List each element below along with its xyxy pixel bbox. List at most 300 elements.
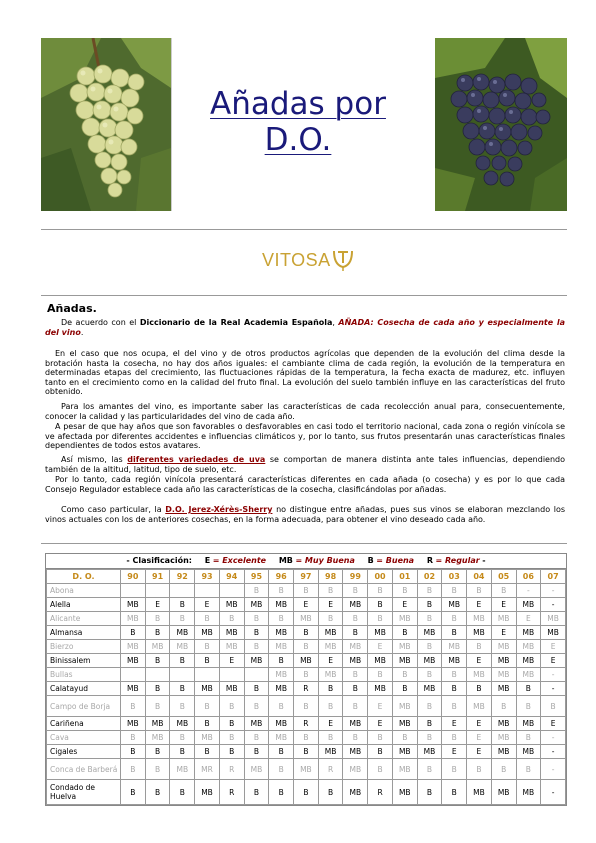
p5-text-a: Así mismo, las bbox=[61, 455, 123, 464]
rating-cell: MB bbox=[392, 612, 417, 626]
rating-cell: B bbox=[219, 612, 244, 626]
header-year: 92 bbox=[170, 570, 195, 584]
logo-text: VITOSA bbox=[262, 250, 331, 270]
rating-cell: B bbox=[170, 612, 195, 626]
do-name-cell: Alicante bbox=[47, 612, 121, 626]
rating-cell: B bbox=[392, 584, 417, 598]
grape-varieties-link[interactable]: diferentes variedades de uva bbox=[127, 455, 266, 464]
legend-mb-key: MB bbox=[278, 556, 293, 565]
rating-cell: E bbox=[491, 598, 516, 612]
legend-b-value: = Buena bbox=[376, 556, 415, 565]
rating-cell: MB bbox=[516, 640, 541, 654]
header-year: 90 bbox=[121, 570, 146, 584]
rating-cell: B bbox=[195, 745, 220, 759]
table-row bbox=[47, 612, 566, 626]
rating-cell: MB bbox=[516, 745, 541, 759]
rating-cell: E bbox=[195, 598, 220, 612]
do-name-cell: Condado de Huelva bbox=[47, 780, 121, 805]
table-row bbox=[47, 696, 566, 717]
rating-cell: B bbox=[442, 612, 467, 626]
do-name-cell: Campo de Borja bbox=[47, 696, 121, 717]
p1-dictionary: Diccionario de la Real Academia Española bbox=[139, 318, 333, 327]
rating-cell: B bbox=[170, 682, 195, 696]
rating-cell: MB bbox=[343, 598, 368, 612]
rating-cell: MR bbox=[195, 759, 220, 780]
rating-cell: B bbox=[269, 612, 294, 626]
paragraph-varieties bbox=[45, 455, 565, 474]
rating-cell: B bbox=[294, 640, 319, 654]
rating-cell: B bbox=[467, 584, 492, 598]
header-year: 01 bbox=[392, 570, 417, 584]
rating-cell: MB bbox=[219, 682, 244, 696]
rating-cell: MB bbox=[368, 682, 393, 696]
black-grapes-photo bbox=[435, 38, 565, 211]
rating-cell: MB bbox=[145, 640, 170, 654]
p7-text-a: Como caso particular, la bbox=[61, 505, 162, 514]
header-year: 05 bbox=[491, 570, 516, 584]
rating-cell: B bbox=[269, 584, 294, 598]
rating-cell: B bbox=[491, 696, 516, 717]
do-name-cell: Alella bbox=[47, 598, 121, 612]
page-title[interactable] bbox=[190, 86, 406, 158]
legend-e-key: E bbox=[204, 556, 211, 565]
rating-cell: B bbox=[244, 696, 269, 717]
rating-cell: E bbox=[467, 745, 492, 759]
rating-cell: B bbox=[318, 612, 343, 626]
rating-cell: B bbox=[318, 780, 343, 805]
table-row bbox=[47, 584, 566, 598]
rating-cell: MB bbox=[318, 640, 343, 654]
rating-cell: B bbox=[170, 696, 195, 717]
rating-cell: E bbox=[392, 598, 417, 612]
table-row bbox=[47, 682, 566, 696]
rating-cell: B bbox=[318, 584, 343, 598]
rating-cell bbox=[145, 668, 170, 682]
rating-cell: B bbox=[368, 668, 393, 682]
rating-cell: E bbox=[516, 612, 541, 626]
rating-cell: MB bbox=[269, 640, 294, 654]
rating-cell: MB bbox=[467, 780, 492, 805]
rating-cell: B bbox=[145, 612, 170, 626]
rating-cell: B bbox=[343, 612, 368, 626]
vintage-table bbox=[46, 569, 566, 805]
rating-cell: MB bbox=[195, 682, 220, 696]
header-year: 00 bbox=[368, 570, 393, 584]
rating-cell: B bbox=[269, 759, 294, 780]
rating-cell: B bbox=[417, 780, 442, 805]
do-name-cell: Cigales bbox=[47, 745, 121, 759]
rating-cell: MB bbox=[170, 640, 195, 654]
rating-cell: MB bbox=[195, 626, 220, 640]
rating-cell: MB bbox=[244, 598, 269, 612]
do-name-cell: Conca de Barberá bbox=[47, 759, 121, 780]
rating-cell: MB bbox=[318, 745, 343, 759]
rating-cell: B bbox=[467, 682, 492, 696]
paragraph-regions: A pesar de que hay años que son favorables o desfavorables en casi todo el territorio nacional, cada zona o región vinícola se ve afectada por diferentes accidentes e influencias climáticos y, por lo tanto, sus frutos presentarán unas características finales dependientes de todos estos avatares. bbox=[45, 422, 565, 451]
rating-cell: B bbox=[442, 682, 467, 696]
rating-cell: B bbox=[294, 584, 319, 598]
rating-cell: MB bbox=[442, 654, 467, 668]
rating-cell: MB bbox=[121, 640, 146, 654]
rating-cell: - bbox=[541, 759, 566, 780]
rating-cell: B bbox=[121, 759, 146, 780]
page-title-line1: Añadas por bbox=[210, 86, 386, 122]
rating-cell: MB bbox=[491, 612, 516, 626]
rating-cell: B bbox=[269, 654, 294, 668]
rating-cell: MB bbox=[491, 668, 516, 682]
rating-cell: MB bbox=[516, 598, 541, 612]
rating-cell: E bbox=[541, 654, 566, 668]
rating-cell: B bbox=[467, 759, 492, 780]
rating-cell: B bbox=[343, 696, 368, 717]
rating-cell: B bbox=[368, 745, 393, 759]
table-row bbox=[47, 745, 566, 759]
rating-cell: E bbox=[318, 717, 343, 731]
header-year: 06 bbox=[516, 570, 541, 584]
rating-cell: MB bbox=[343, 780, 368, 805]
rating-cell: B bbox=[195, 654, 220, 668]
rating-cell: B bbox=[269, 745, 294, 759]
rating-cell: E bbox=[467, 654, 492, 668]
rating-cell: E bbox=[368, 640, 393, 654]
rating-cell: MB bbox=[541, 626, 566, 640]
rating-cell: B bbox=[516, 759, 541, 780]
rating-cell: MB bbox=[121, 654, 146, 668]
rating-cell: - bbox=[541, 780, 566, 805]
rating-cell: B bbox=[417, 759, 442, 780]
rating-cell: B bbox=[318, 682, 343, 696]
rating-cell: - bbox=[516, 584, 541, 598]
rating-cell: MB bbox=[269, 717, 294, 731]
rating-cell: B bbox=[294, 731, 319, 745]
legend-suffix: - bbox=[482, 556, 486, 565]
rating-cell: MB bbox=[343, 759, 368, 780]
rating-cell bbox=[219, 668, 244, 682]
table-row bbox=[47, 717, 566, 731]
rating-cell: MB bbox=[417, 654, 442, 668]
rating-cell: B bbox=[318, 731, 343, 745]
rating-cell: MB bbox=[491, 682, 516, 696]
rating-cell: B bbox=[294, 745, 319, 759]
rating-cell: MB bbox=[491, 780, 516, 805]
rating-cell: MB bbox=[244, 759, 269, 780]
legend-r-key: R bbox=[426, 556, 433, 565]
rating-cell: MB bbox=[392, 696, 417, 717]
rating-cell: B bbox=[170, 731, 195, 745]
rating-cell: B bbox=[170, 745, 195, 759]
rating-cell: MB bbox=[442, 598, 467, 612]
rating-cell: MB bbox=[516, 780, 541, 805]
rating-cell: B bbox=[442, 780, 467, 805]
rating-cell: MB bbox=[219, 598, 244, 612]
table-row bbox=[47, 640, 566, 654]
rating-cell: MB bbox=[491, 731, 516, 745]
legend-b-key: B bbox=[367, 556, 374, 565]
rating-cell: B bbox=[195, 717, 220, 731]
rating-cell: B bbox=[392, 626, 417, 640]
rating-cell: B bbox=[417, 612, 442, 626]
rating-cell: B bbox=[417, 717, 442, 731]
p1-anada: AÑADA bbox=[338, 318, 371, 327]
rating-cell bbox=[121, 584, 146, 598]
do-name-cell: Bullas bbox=[47, 668, 121, 682]
rating-cell: MB bbox=[516, 668, 541, 682]
rating-cell: B bbox=[219, 717, 244, 731]
rating-cell bbox=[244, 668, 269, 682]
rating-cell: B bbox=[343, 682, 368, 696]
paragraph-consejo: Por lo tanto, cada región vinícola presentará características diferentes en cada añada (o cosecha) y es por lo que cada Consejo Regulador establece cada año las características de la cosecha, clasificándolas por añadas. bbox=[45, 475, 565, 494]
rating-cell: B bbox=[294, 626, 319, 640]
legend-e-value: = Excelente bbox=[212, 556, 267, 565]
rating-cell: MB bbox=[145, 717, 170, 731]
rating-cell: MB bbox=[294, 759, 319, 780]
header-year: 02 bbox=[417, 570, 442, 584]
rating-cell: B bbox=[417, 668, 442, 682]
legend-mb-value: = Muy Buena bbox=[295, 556, 355, 565]
rating-cell: E bbox=[318, 654, 343, 668]
rating-cell: B bbox=[170, 598, 195, 612]
rating-cell: MB bbox=[195, 731, 220, 745]
rating-cell: E bbox=[219, 654, 244, 668]
rating-cell: B bbox=[244, 731, 269, 745]
header-do: D. O. bbox=[47, 570, 121, 584]
rating-cell: B bbox=[170, 654, 195, 668]
rating-cell: E bbox=[467, 731, 492, 745]
header-year: 04 bbox=[467, 570, 492, 584]
rating-cell: B bbox=[145, 626, 170, 640]
paragraph-jerez bbox=[45, 505, 565, 524]
rating-cell: B bbox=[343, 584, 368, 598]
rating-cell: E bbox=[467, 598, 492, 612]
rating-cell: B bbox=[491, 759, 516, 780]
page-title-line2: D.O. bbox=[264, 122, 332, 158]
rating-cell: B bbox=[195, 612, 220, 626]
rating-cell: R bbox=[219, 780, 244, 805]
table-row bbox=[47, 668, 566, 682]
rating-cell: MB bbox=[121, 598, 146, 612]
rating-cell: MB bbox=[170, 759, 195, 780]
rating-cell: B bbox=[195, 640, 220, 654]
rating-cell: MB bbox=[269, 682, 294, 696]
rating-cell: B bbox=[244, 612, 269, 626]
rating-cell: MB bbox=[269, 598, 294, 612]
rating-cell: B bbox=[368, 584, 393, 598]
rating-cell: B bbox=[368, 612, 393, 626]
jerez-link[interactable]: D.O. Jerez-Xérès-Sherry bbox=[165, 505, 273, 514]
rating-cell: MB bbox=[269, 731, 294, 745]
rating-cell: B bbox=[244, 745, 269, 759]
rating-cell: MB bbox=[417, 626, 442, 640]
rating-cell: MB bbox=[219, 640, 244, 654]
rating-cell: B bbox=[219, 696, 244, 717]
rating-cell: MB bbox=[392, 745, 417, 759]
logo-glass-icon bbox=[332, 247, 354, 273]
table-row bbox=[47, 598, 566, 612]
rating-cell: R bbox=[318, 759, 343, 780]
rating-cell: MB bbox=[219, 626, 244, 640]
rating-cell: MB bbox=[121, 612, 146, 626]
divider-middle bbox=[41, 295, 567, 296]
rating-cell: B bbox=[343, 668, 368, 682]
rating-cell: - bbox=[541, 598, 566, 612]
rating-cell: MB bbox=[318, 668, 343, 682]
table-body bbox=[47, 584, 566, 805]
do-name-cell: Cava bbox=[47, 731, 121, 745]
rating-cell: MB bbox=[467, 612, 492, 626]
rating-cell: MB bbox=[244, 717, 269, 731]
rating-cell: MB bbox=[491, 745, 516, 759]
header-year: 07 bbox=[541, 570, 566, 584]
rating-cell: MB bbox=[392, 759, 417, 780]
rating-cell: B bbox=[244, 780, 269, 805]
rating-cell: B bbox=[318, 696, 343, 717]
rating-cell: MB bbox=[392, 640, 417, 654]
p7-text-b: no distingue entre añadas, pues sus vinos se elaboran mezclando los vinos actuales con los de anteriores cosechas, en la forma adecuada, para obtener el vino deseado cada año. bbox=[45, 505, 566, 524]
do-name-cell: Bierzo bbox=[47, 640, 121, 654]
rating-cell: B bbox=[145, 682, 170, 696]
rating-cell: B bbox=[442, 731, 467, 745]
rating-cell: B bbox=[417, 584, 442, 598]
p1-text-a: De acuerdo con el bbox=[61, 318, 137, 327]
do-name-cell: Calatayud bbox=[47, 682, 121, 696]
rating-cell: MB bbox=[392, 780, 417, 805]
rating-cell: - bbox=[541, 745, 566, 759]
rating-cell: B bbox=[368, 731, 393, 745]
header-year: 98 bbox=[318, 570, 343, 584]
rating-cell: MB bbox=[392, 654, 417, 668]
rating-cell bbox=[121, 668, 146, 682]
rating-cell: MB bbox=[294, 612, 319, 626]
rating-cell: B bbox=[294, 780, 319, 805]
rating-cell: B bbox=[170, 780, 195, 805]
rating-cell: B bbox=[269, 780, 294, 805]
section-heading: Añadas. bbox=[47, 302, 97, 315]
rating-cell bbox=[170, 668, 195, 682]
rating-cell: MB bbox=[294, 654, 319, 668]
rating-cell: E bbox=[318, 598, 343, 612]
rating-cell: MB bbox=[442, 640, 467, 654]
rating-cell bbox=[219, 584, 244, 598]
rating-cell: MB bbox=[417, 682, 442, 696]
header-year: 99 bbox=[343, 570, 368, 584]
rating-cell: B bbox=[219, 745, 244, 759]
rating-cell: B bbox=[392, 668, 417, 682]
rating-cell: - bbox=[541, 731, 566, 745]
rating-cell bbox=[195, 584, 220, 598]
header-year: 94 bbox=[219, 570, 244, 584]
rating-cell: - bbox=[541, 668, 566, 682]
rating-cell: B bbox=[541, 696, 566, 717]
rating-cell: MB bbox=[516, 717, 541, 731]
paragraph-definition: De acuerdo con el Diccionario de la Real Academia Española, AÑADA: Cosecha de cada año y especialmente la del vino. bbox=[45, 318, 566, 337]
rating-cell: B bbox=[244, 584, 269, 598]
rating-cell: B bbox=[442, 626, 467, 640]
rating-cell: B bbox=[195, 696, 220, 717]
rating-cell: B bbox=[244, 626, 269, 640]
rating-cell: MB bbox=[343, 717, 368, 731]
table-header-row bbox=[47, 570, 566, 584]
table-row bbox=[47, 759, 566, 780]
rating-cell: B bbox=[417, 731, 442, 745]
rating-cell: B bbox=[467, 640, 492, 654]
green-grapes-photo bbox=[41, 38, 172, 211]
legend-r-value: = Regular bbox=[435, 556, 480, 565]
table-row bbox=[47, 731, 566, 745]
rating-cell: B bbox=[516, 731, 541, 745]
rating-cell: MB bbox=[467, 696, 492, 717]
rating-cell: B bbox=[442, 759, 467, 780]
rating-cell: E bbox=[368, 717, 393, 731]
rating-cell: - bbox=[541, 584, 566, 598]
rating-cell: B bbox=[145, 745, 170, 759]
rating-cell: B bbox=[442, 584, 467, 598]
rating-cell bbox=[195, 668, 220, 682]
rating-cell: B bbox=[121, 780, 146, 805]
header-year: 97 bbox=[294, 570, 319, 584]
rating-cell: B bbox=[121, 745, 146, 759]
header-year: 93 bbox=[195, 570, 220, 584]
rating-cell: B bbox=[392, 731, 417, 745]
rating-cell: B bbox=[145, 759, 170, 780]
rating-cell: MB bbox=[368, 654, 393, 668]
rating-cell: MB bbox=[269, 626, 294, 640]
rating-cell: B bbox=[442, 696, 467, 717]
rating-cell: B bbox=[269, 696, 294, 717]
vintage-table-container bbox=[45, 553, 567, 806]
vitosa-logo[interactable] bbox=[262, 246, 352, 276]
rating-cell: MB bbox=[491, 640, 516, 654]
rating-cell: MB bbox=[121, 682, 146, 696]
rating-cell: B bbox=[145, 654, 170, 668]
do-name-cell: Cariñena bbox=[47, 717, 121, 731]
rating-cell: B bbox=[145, 780, 170, 805]
rating-cell: B bbox=[244, 682, 269, 696]
rating-cell: B bbox=[417, 598, 442, 612]
rating-cell: E bbox=[467, 717, 492, 731]
table-row bbox=[47, 626, 566, 640]
rating-cell: R bbox=[219, 759, 244, 780]
rating-cell: E bbox=[541, 640, 566, 654]
rating-cell: B bbox=[343, 626, 368, 640]
rating-cell: - bbox=[541, 682, 566, 696]
rating-cell: MB bbox=[244, 654, 269, 668]
divider-top bbox=[41, 229, 567, 230]
rating-cell: B bbox=[219, 731, 244, 745]
rating-cell: MB bbox=[491, 717, 516, 731]
rating-cell: B bbox=[121, 696, 146, 717]
header-year: 95 bbox=[244, 570, 269, 584]
rating-cell: MB bbox=[467, 626, 492, 640]
rating-cell: B bbox=[417, 696, 442, 717]
rating-cell: B bbox=[417, 640, 442, 654]
rating-cell: B bbox=[442, 668, 467, 682]
rating-cell: E bbox=[442, 745, 467, 759]
rating-cell: MB bbox=[170, 626, 195, 640]
rating-cell: B bbox=[368, 759, 393, 780]
rating-cell: B bbox=[244, 640, 269, 654]
header-year: 91 bbox=[145, 570, 170, 584]
rating-cell: B bbox=[294, 668, 319, 682]
rating-cell: E bbox=[368, 696, 393, 717]
rating-cell: E bbox=[442, 717, 467, 731]
classification-legend bbox=[46, 554, 566, 569]
rating-cell: B bbox=[121, 626, 146, 640]
rating-cell bbox=[170, 584, 195, 598]
divider-bottom bbox=[41, 543, 567, 544]
table-row bbox=[47, 654, 566, 668]
rating-cell: MB bbox=[121, 717, 146, 731]
paragraph-climate: En el caso que nos ocupa, el del vino y de otros productos agrícolas que dependen de la evolución del clima desde la brotación hasta la cosecha, no hay dos años iguales: el cambiante clima de cada región, la evolución de la temperatura en determinadas etapas del crecimiento, las fluctuaciones rápidas de la temperatura, la fecha exacta de madurez, etc. influyen tanto en el crecimiento como en la calidad del fruto final. La evolución del suelo también influye en las características del fruto obtenido. bbox=[45, 349, 565, 397]
